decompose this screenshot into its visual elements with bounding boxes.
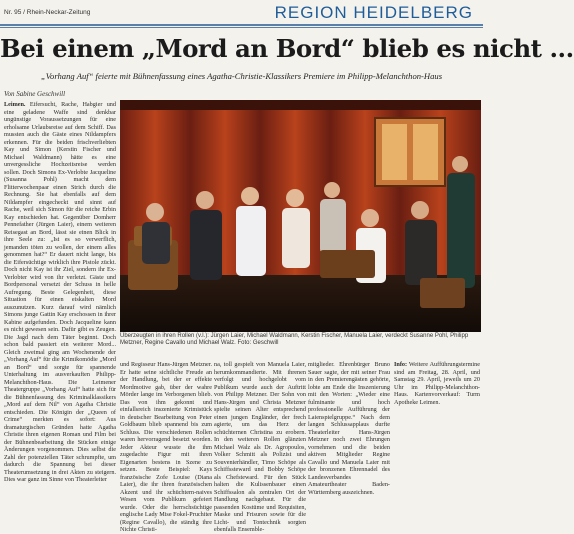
info-text: Weitere Aufführungstermine sind am Freitag, 28. April, und Samstag 29. April, jeweils um 20 Uhr im Philipp-Melanchthon-Haus. Kartenvorverkauf: Turm Apotheke Leimen. bbox=[394, 361, 480, 406]
header-rule bbox=[0, 24, 483, 26]
photo-caption: Überzeugten in ihren Rollen (v.l.): Jürgen Laier, Michael Waldmann, Kerstin Fischer, Manuela Laier, verdeckt Susanne Pohl, Philipp Metzner, Regine Cavallo und Michael Walz. Foto: Geschwill bbox=[120, 333, 469, 347]
column-1-text: Eifersucht, Rache, Habgier und eine geladene Waffe sind denkbar ungünstige Voraussetzungen für eine erholsame Urlaubsreise auf dem Schiff. Das mussten auch die Gäste eines Nildampfers erkennen. Für die beiden frischverliebten Kay und Simon (Kerstin Fischer und Michael Waldmann) hätte es eine unvergessliche Hochzeitsreise werden sollen. Doch Simons Ex-Verlobte Jacqueline (Susanna Pohl) macht dem Flitterwochenpaar einen Strich durch die Rechnung. Sie hat ebenfalls auf dem Nildampfer eingecheckt und sinnt auf Rache, weil sich Simon für die reiche Erbin Kay entschieden hat. Gegenüber Domherr Pennefather (Jürgen Laier), einem weiteren Reisegast an Bord, lässt sie einen Blick in ihre Seele zu: „Ist es so verwerflich, jemanden töten zu wollen, der einem alles genommen hat?“ Er dauert nicht lange, bis die Eifersüchtige wirklich ihre Pistole zückt. Doch nicht Kay ist ihr Ziel, sondern ihr Ex-Verlobter wird von ihr verletzt. Gäste und Bordpersonal versetzt der Schuss in helle Aufregung. Beste Gelegenheit, diese Situation für einen eiskalten Mord auszunutzen. Kurz darauf wird nämlich Simons junge Gattin Kay erschossen in ihrer Kabine aufgefunden. Doch Jacqueline kann es nicht gewesen sein. Dafür gibt es Zeugen. Die Jagd nach dem Täter beginnt. Doch schon bald passiert ein weiterer Mord... Gleich zweimal ging am Wochenende der „Vorhang Auf“ für die Krimikomödie „Mord an Bord“ und sorgte für spannende Unterhaltung im ausverkauften Philipp-Melanchthon-Haus. Die Leimener Theatergruppe „Vorhang Auf“ hatte sich für die Bühnenfassung des Kriminalklassikers „Mord auf dem Nil“ von Agatha Christie entschieden. Die Königin der „Queen of Crime“ merkten es sofort: Aus dramaturgischen Gründen hatte Agatha Christie ihren eigenen Roman und Film bei der Bühnenbearbeitung die Stücken einige Änderungen vorgenommen. Dies selbst die Zahl der potenziellen Täter schrumpfte, um dadurch die Spannung bei dieser Theaterumsetzung in drei Akten zu steigern. Dies war ganz im Sinne von Theaterleiter bbox=[4, 101, 116, 483]
article-column-2 bbox=[120, 361, 212, 533]
article-author: Von Sabine Geschwill bbox=[4, 90, 66, 98]
dateline: Leimen. bbox=[4, 101, 26, 108]
column-4-text: mitglieder. Ehrenbürger Bruno Sauer sagte, der mit seiner Frau in den Premierengästen gehörte, lobte am Ende die Inszenierung mit den Worten: „Wieder eine fulminante und hoch professionelle Aufführung der Laienspielgruppe.“ Nach dem langen Schlussapplaus durfte Theaterleiter Hans-Jürgen Metzner noch zwei Ehrungen vornehmen und die beiden aktiven Mitglieder Regine Cavallo und Manuela Laier mit der bronzenen Ehrennadel des Landesverbandes Amateurtheater Baden-Württemberg auszeichnen. bbox=[308, 361, 390, 496]
section-title: REGION HEIDELBERG bbox=[274, 3, 473, 22]
column-3-text: na, toll gespielt von Manuela Laier, herumkommandierte. Mit ihrenen verfolgt und hochgelobt vom Publikum wurde auch der Auftritt von Philipp Metzner. Der Sohn von Hans-Jürgen und Christa Metzner spielte seinen Alter entsprechend einen jungen Engländer, der frech agierte, um das Herz der schüchternen Christina zu erobern. In den weiteren Rollen glänzten Michael Walz als Dr. Agropoulos, Volker Schmitt als Polizist und Souvenierhändler, Timo Schöpe als Schiffssteward und Bobby Schöpe als Chefsteward. Für den Stück halten die Kulissenbauer einen Schiffssalon als zentralen Ort der Handlung nachgebaut. Für die passenden Kostüme und Requisiten, Maske und Frisuren sowie für die Licht- und Tontechnik sorgten ebenfalls Ensemble- bbox=[214, 361, 306, 533]
issue-meta: Nr. 95 / Rhein-Neckar-Zeitung bbox=[4, 9, 91, 16]
article-subheadline: „Vorhang Auf“ feierte mit Bühnenfassung eines Agatha-Christie-Klassikers Premiere im Philipp-Melanchthon-Haus bbox=[40, 71, 443, 81]
article-column-4 bbox=[308, 361, 390, 496]
header-rule-thin bbox=[0, 27, 483, 28]
column-2-text: und Regisseur Hans-Jürgen Metzner. Er hatte seine sichtliche Freude an der Handlung, bei der er effekte Mordmotive gab, über der wahre Mörder lange im Verborgenen blieb. Das von ihm gekonnt und einfallsreich inszenierte Krimistück in deutscher Bearbeitung von Peter Goldbaum blieb spannend bis zum Schluss. Die verschiedenen Rollen waren hervorragend besetzt worden. Jeder Akteur wusste die ihm zugedachte Figur mit ihren Eigenarten bestens in Szene zu setzen. Beste Beispiel: Kays französische Zofe Louise (Diana Laier), die ihr ihren französischen Akzent und ihr schüchtern-naives Wesen vom Publikum gefeiert wurde. Oder die herrschsüchtige englische Lady Mise Fokel-Pruchiter (Regine Cavallo), die ständig ihre Nichte Christi- bbox=[120, 361, 212, 533]
info-label: Info: bbox=[394, 361, 408, 368]
stage-photo bbox=[120, 100, 481, 332]
article-column-1 bbox=[4, 101, 116, 483]
page-header bbox=[0, 0, 483, 24]
article-column-5 bbox=[394, 361, 480, 475]
article-column-3 bbox=[214, 361, 306, 533]
article-headline: Bei einem „Mord an Bord“ blieb es nicht ... bbox=[0, 34, 574, 63]
